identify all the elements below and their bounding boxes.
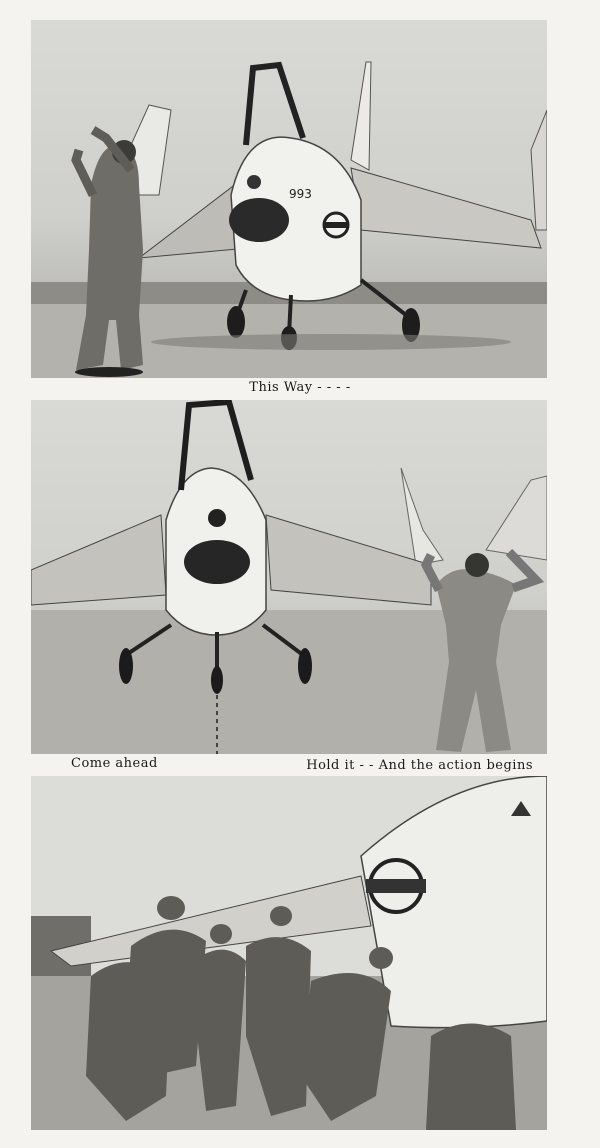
photo-come-ahead [31,400,547,754]
photo-this-way [31,20,547,378]
caption-come-ahead: Come ahead [71,756,158,771]
caption-hold-it: Hold it - - And the action begins [306,758,533,773]
nose-number: 993 [289,187,312,201]
photo-action-begins [31,776,547,1130]
caption-this-way: This Way - - - - [249,380,351,395]
